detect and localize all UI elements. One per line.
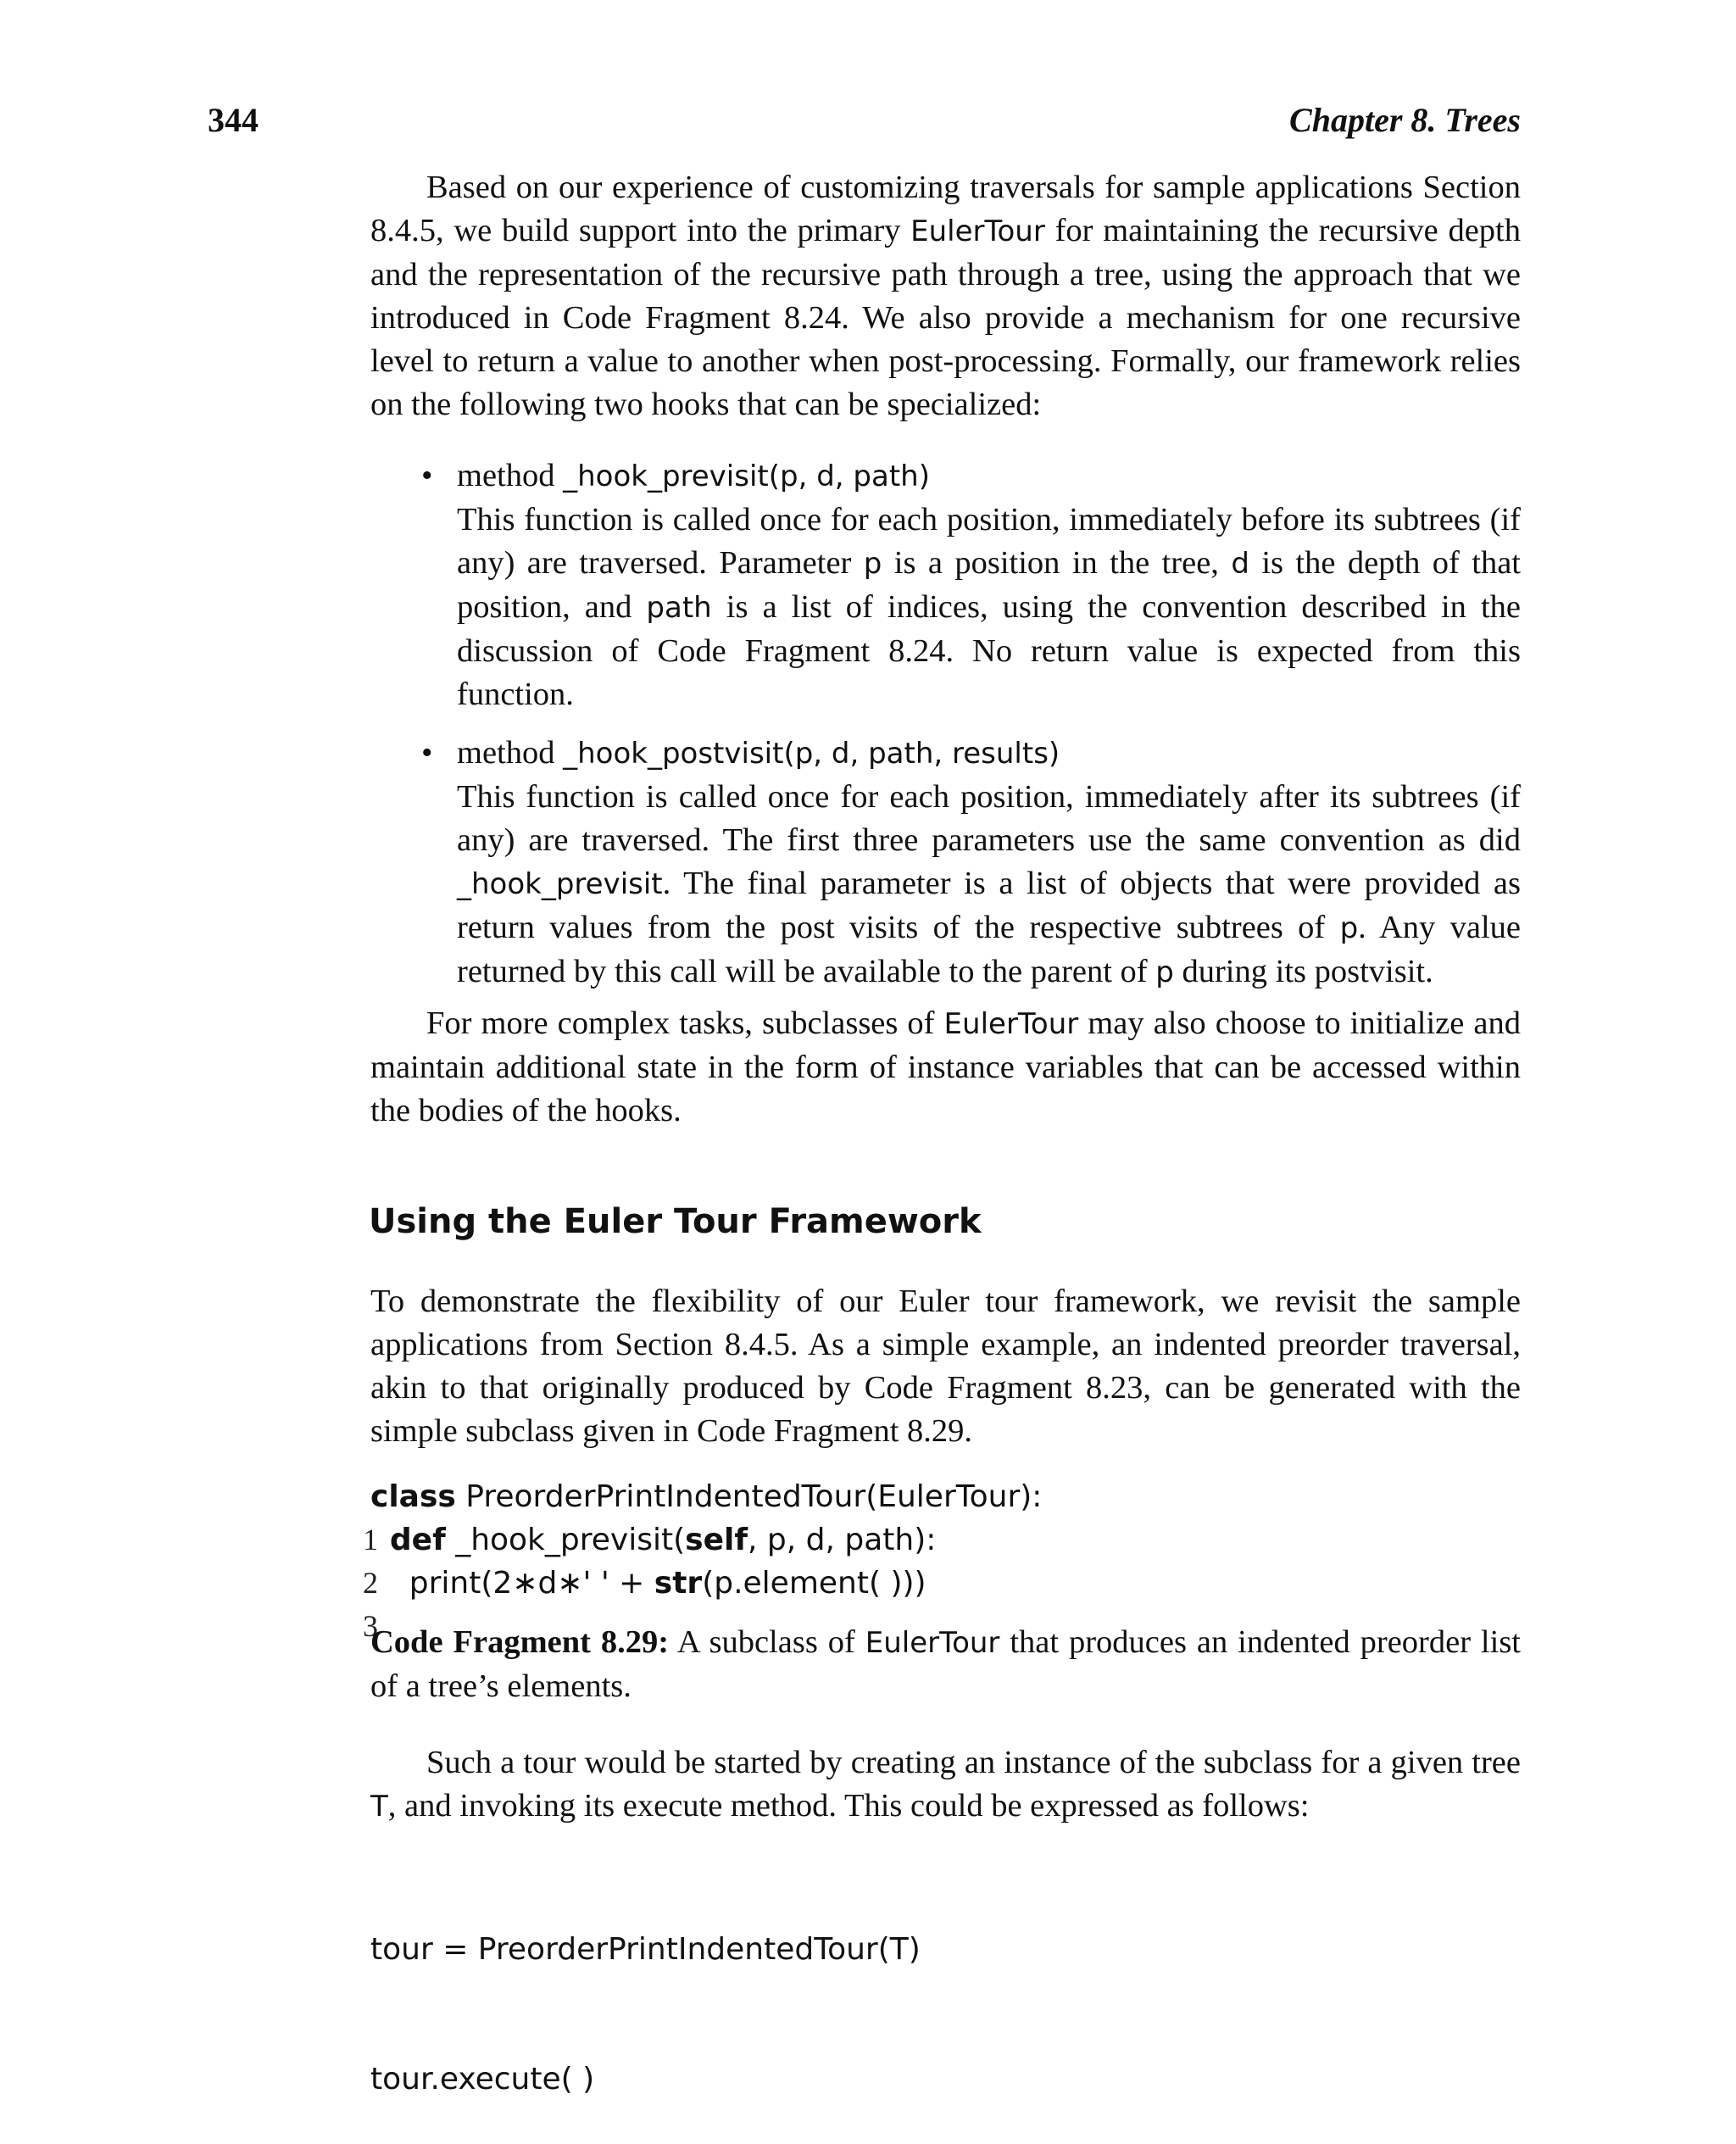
text-run: is a list of indices, using the convention described in the discussion of Code Fragment 8.24. No return value is expected from this function. bbox=[457, 589, 1521, 712]
inline-code: _hook_previsit bbox=[457, 867, 663, 901]
inline-code: d bbox=[1231, 547, 1249, 581]
hook-list bbox=[421, 454, 1521, 994]
list-item bbox=[421, 454, 1521, 716]
code-line: tour = PreorderPrintIndentedTour(T) bbox=[370, 1932, 921, 1967]
text-run: This function is called once for each position, immediately after its subtrees (if any) are traversed. The first three parameters use the same convention as did bbox=[457, 779, 1521, 858]
code-text bbox=[370, 1518, 936, 1562]
code-caption bbox=[370, 1621, 1521, 1708]
text-run: A subclass of bbox=[669, 1624, 865, 1660]
text-run: , and invoking its execute method. This could be expressed as follows: bbox=[387, 1788, 1310, 1824]
section-heading: Using the Euler Tour Framework bbox=[369, 1202, 982, 1241]
inline-code: EulerTour bbox=[910, 214, 1045, 248]
line-number: 2 bbox=[363, 1566, 378, 1600]
code-run: (p.element( ))) bbox=[702, 1566, 926, 1601]
text-run: . The final parameter is a list of objects that were provided as return values from the post visits of the respective subtrees of bbox=[457, 866, 1521, 945]
page-number: 344 bbox=[208, 101, 259, 139]
code-run: PreorderPrintIndentedTour(EulerTour): bbox=[455, 1479, 1043, 1514]
code-run: _hook_previsit( bbox=[445, 1523, 686, 1557]
code-run: , p, d, path): bbox=[748, 1523, 937, 1557]
code-text bbox=[370, 1562, 926, 1605]
code-indent bbox=[370, 1523, 390, 1557]
text-run: is the depth of that position, and bbox=[457, 545, 1521, 625]
line-number: 1 bbox=[363, 1523, 378, 1556]
text-run: This function is called once for each position, immediately before its subtrees (if any) are traversed. Parameter bbox=[457, 502, 1521, 581]
inline-code: path bbox=[646, 591, 712, 625]
bullet-title bbox=[457, 454, 1521, 498]
keyword: class bbox=[370, 1479, 456, 1514]
code-indent bbox=[370, 1566, 409, 1601]
inline-code: p bbox=[1339, 911, 1359, 945]
keyword: def bbox=[389, 1523, 446, 1557]
chapter-title: Chapter 8. Trees bbox=[1289, 101, 1521, 139]
text-run: method bbox=[457, 735, 564, 771]
code-text bbox=[370, 1475, 1042, 1518]
text-run: . Any value returned by this call will be available to the parent of bbox=[457, 910, 1521, 989]
text-run: Based on our experience of customizing traversals for sample applications Section 8.4.5, we build support into the primary bbox=[370, 170, 1521, 248]
bullet-description bbox=[457, 498, 1521, 716]
list-item bbox=[421, 732, 1521, 994]
text-run: method bbox=[457, 458, 564, 493]
line-number: 3 bbox=[363, 1609, 378, 1643]
keyword: self bbox=[685, 1523, 748, 1557]
tour-paragraph bbox=[370, 1741, 1521, 1829]
bullet-description bbox=[457, 776, 1521, 994]
bullet-icon: • bbox=[421, 735, 433, 771]
text-run: For more complex tasks, subclasses of bbox=[426, 1005, 944, 1041]
text-run: that produces an indented preorder list of a tree’s elements. bbox=[370, 1624, 1522, 1704]
inline-code: EulerTour bbox=[865, 1626, 1000, 1660]
bullet-title bbox=[457, 732, 1521, 776]
intro-paragraph bbox=[370, 166, 1521, 426]
inline-code: p bbox=[1155, 955, 1174, 989]
inline-code: p bbox=[863, 547, 882, 581]
keyword: str bbox=[654, 1566, 703, 1601]
caption-label: Code Fragment 8.29: bbox=[370, 1624, 670, 1660]
text-run: Such a tour would be started by creating an instance of the subclass for a given tree bbox=[426, 1745, 1521, 1780]
bullet-icon: • bbox=[421, 458, 433, 493]
code-line: tour.execute( ) bbox=[370, 2062, 595, 2097]
demo-paragraph: To demonstrate the flexibility of our Euler tour framework, we revisit the sample applications from Section 8.4.5. As a simple example, an indented preorder traversal, akin to that originally produced by Code Fragment 8.23, can be generated with the simple subclass given in Code Fragment 8.29. bbox=[370, 1284, 1521, 1449]
method-signature: _hook_previsit(p, d, path) bbox=[563, 459, 930, 493]
inline-code: T bbox=[370, 1790, 388, 1824]
text-run: may also choose to initialize and maintain additional state in the form of instance variables that can be accessed within the bodies of the hooks. bbox=[370, 1005, 1521, 1128]
text-run: for maintaining the recursive depth and the representation of the recursive path through a tree, using the approach that we introduced in Code Fragment 8.24. We also provide a mechanism for one recursive level to return a value to another when post-processing. Formally, our framework relies on the following two hooks that can be specialized: bbox=[370, 213, 1521, 422]
inline-code: EulerTour bbox=[943, 1007, 1079, 1041]
code-run: print(2∗d∗' ' + bbox=[409, 1566, 654, 1601]
method-signature: _hook_postvisit(p, d, path, results) bbox=[563, 737, 1060, 771]
complex-tasks-paragraph bbox=[370, 1002, 1521, 1133]
text-run: during its postvisit. bbox=[1173, 954, 1433, 989]
usage-code bbox=[370, 1841, 921, 2144]
text-run: is a position in the tree, bbox=[882, 545, 1232, 581]
